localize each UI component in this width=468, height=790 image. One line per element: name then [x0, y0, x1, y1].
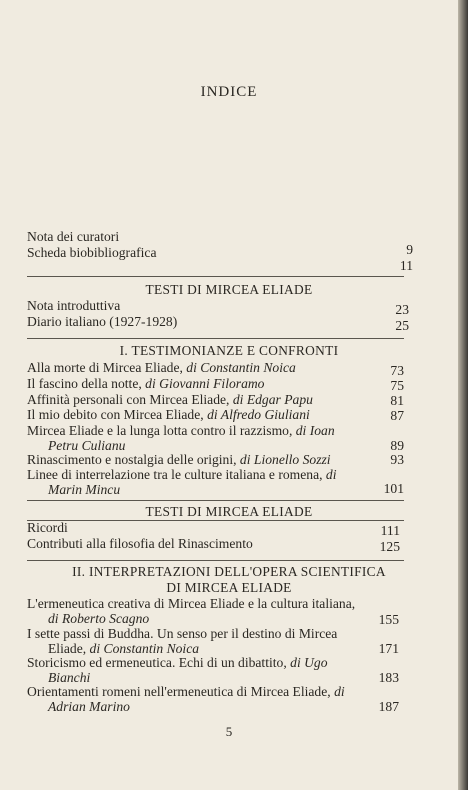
section-divider	[27, 276, 404, 277]
toc-entry-label: Il mio debito con Mircea Eliade, di Alfredo Giuliani	[27, 407, 310, 422]
toc-entry-author: Petru Culianu	[48, 438, 126, 453]
toc-entry-label: Diario italiano (1927-1928)	[27, 314, 178, 329]
toc-entry-page: 75	[390, 378, 404, 393]
toc-entry-page: 187	[378, 699, 399, 714]
toc-entry-author: Marin Mincu	[48, 482, 121, 497]
toc-entry-page: 125	[379, 539, 400, 554]
toc-entry-label: Scheda biobibliografica	[27, 245, 157, 260]
toc-entry-page: 89	[390, 438, 404, 453]
toc-entry-label: Storicismo ed ermeneutica. Echi di un dibattito, di Ugo	[27, 655, 328, 670]
toc-entry-label: Affinità personali con Mircea Eliade, di Edgar Papu	[27, 392, 313, 407]
toc-entry-page: 93	[390, 452, 404, 467]
toc-entry-label: Nota dei curatori	[27, 229, 120, 244]
toc-entry-page: 81	[390, 393, 404, 408]
toc-entry-page: 11	[399, 258, 413, 273]
toc-entry-page: 183	[378, 670, 399, 685]
toc-entry-author: Bianchi	[48, 670, 91, 685]
toc-entry-page: 155	[378, 612, 399, 627]
section-divider	[27, 560, 404, 561]
toc-entry-label: Ricordi	[27, 520, 68, 535]
toc-entry-page: 87	[390, 408, 404, 423]
page-title: INDICE	[200, 84, 258, 100]
section-heading: TESTI DI MIRCEA ELIADE	[145, 282, 313, 297]
toc-entry-page: 73	[390, 363, 404, 378]
toc-entry-page: 171	[378, 641, 399, 656]
book-edge	[458, 0, 468, 790]
toc-entry-author: Adrian Marino	[48, 699, 130, 714]
toc-entry-label: L'ermeneutica creativa di Mircea Eliade e la cultura italiana,	[27, 596, 356, 611]
section-heading: II. INTERPRETAZIONI DELL'OPERA SCIENTIFICA	[72, 564, 386, 579]
toc-entry-label: Eliade, di Constantin Noica	[48, 641, 200, 656]
toc-entry-label: Alla morte di Mircea Eliade, di Constantin Noica	[27, 360, 296, 375]
toc-entry-label: Rinascimento e nostalgia delle origini, di Lionello Sozzi	[27, 452, 331, 467]
toc-entry-label: Contributi alla filosofia del Rinascimento	[27, 536, 253, 551]
toc-entry-label: I sette passi di Buddha. Un senso per il destino di Mircea	[27, 626, 338, 641]
toc-entry-page: 9	[406, 242, 413, 257]
section-heading: I. TESTIMONIANZE E CONFRONTI	[119, 343, 339, 358]
toc-entry-label: Mircea Eliade e la lunga lotta contro il razzismo, di Ioan	[27, 423, 335, 438]
section-divider	[27, 338, 404, 339]
toc-entry-page: 23	[395, 302, 409, 317]
toc-entry-page: 101	[383, 481, 404, 496]
toc-entry-label: Orientamenti romeni nell'ermeneutica di Mircea Eliade, di	[27, 684, 345, 699]
section-divider	[27, 520, 404, 521]
section-divider	[27, 500, 404, 501]
section-heading: TESTI DI MIRCEA ELIADE	[145, 504, 313, 519]
toc-entry-label: Il fascino della notte, di Giovanni Filoramo	[27, 376, 265, 391]
toc-entry-page: 111	[380, 523, 400, 538]
toc-entry-author: di Roberto Scagno	[48, 611, 150, 626]
page-number: 5	[225, 724, 233, 739]
toc-entry-label: Linee di interrelazione tra le culture italiana e romena, di	[27, 467, 337, 482]
toc-entry-page: 25	[395, 318, 409, 333]
toc-entry-label: Nota introduttiva	[27, 298, 121, 313]
section-heading: DI MIRCEA ELIADE	[166, 580, 292, 595]
